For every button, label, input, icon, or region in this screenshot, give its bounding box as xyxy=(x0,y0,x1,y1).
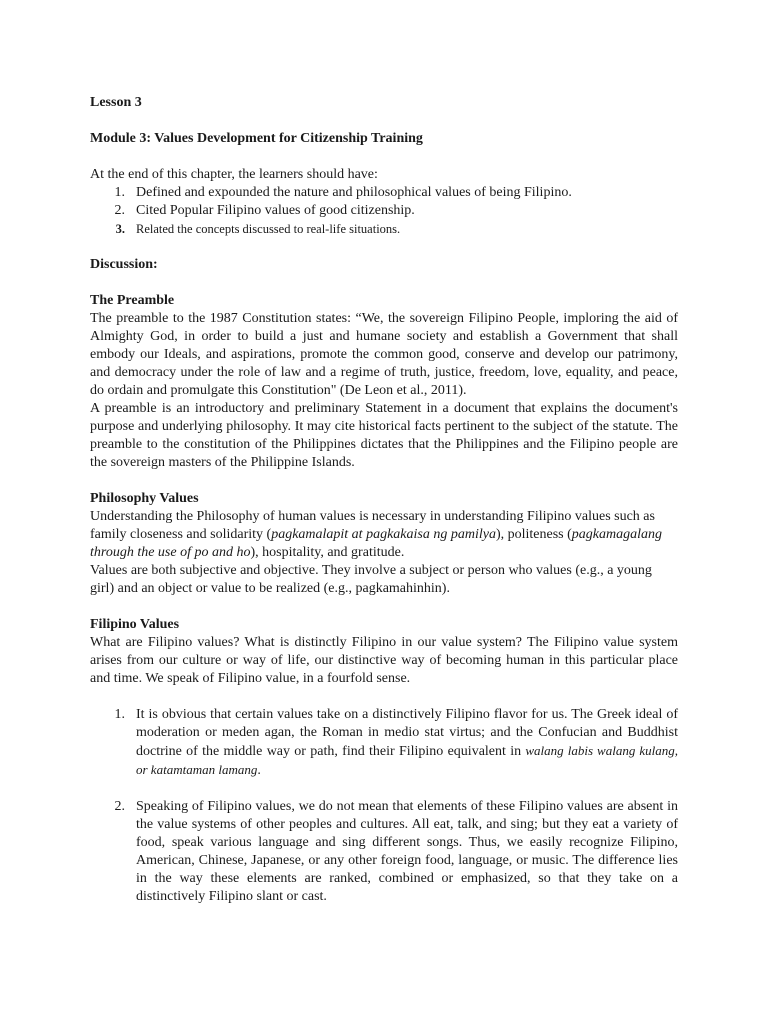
text-run: Understanding the Philosophy of human values is necessary in understanding Filipino values such as family closeness and solidarity ( xyxy=(90,509,655,542)
italic-term: pagkamalapit at pagkakaisa ng pamilya xyxy=(271,527,496,542)
filipino-values-list xyxy=(90,706,678,780)
italic-term: walang labis walang kulang, or katamtaman lamang xyxy=(136,743,679,777)
lesson-title: Lesson 3 xyxy=(90,95,142,110)
list-number: 2. xyxy=(114,799,125,814)
text-run: It is obvious that certain values take on a distinctively Filipino flavor for us. The Greek ideal of moderation or meden agan, the Roman in medio stat virtus; and the Confucian and Buddhist doctrine of the middle way or path, find their Filipino equivalent in xyxy=(136,707,678,759)
list-number: 1. xyxy=(114,185,125,200)
list-text xyxy=(136,706,678,780)
preamble-heading: The Preamble xyxy=(90,293,175,308)
list-text: Defined and expounded the nature and philosophical values of being Filipino. xyxy=(136,185,572,200)
list-item xyxy=(90,184,678,202)
list-item xyxy=(90,798,678,906)
preamble-paragraph-2: A preamble is an introductory and preliminary Statement in a document that explains the document's purpose and underlying philosophy. It may cite historical facts pertinent to the subject of the statute. The preamble to the constitution of the Philippines dictates that the Philippines and the Filipino people are the sovereign masters of the Philippine Islands. xyxy=(90,401,678,470)
text-run: ), hospitality, and gratitude. xyxy=(250,545,405,560)
list-text: Speaking of Filipino values, we do not mean that elements of these Filipino values are absent in the value systems of other peoples and cultures. All eat, talk, and sing; but they eat a variety of food, speak various language and sing different songs. Thus, we easily recognize Filipino, American, Chinese, Japanese, or any other foreign food, language, or music. The difference lies in the way these elements are ranked, combined or emphasized, so that they take on a distinctively Filipino slant or cast. xyxy=(136,799,678,904)
list-item xyxy=(90,220,678,238)
preamble-paragraph-1: The preamble to the 1987 Constitution states: “We, the sovereign Filipino People, imploring the aid of Almighty God, in order to build a just and humane society and establish a Government that shall embody our Ideals, and aspirations, promote the common good, conserve and develop our patrimony, and democracy under the role of law and a regime of truth, justice, freedom, love, equality, and peace, do ordain and promulgate this Constitution" (De Leon et al., 2011). xyxy=(90,311,678,398)
philosophy-paragraph-1 xyxy=(90,508,678,562)
philosophy-heading: Philosophy Values xyxy=(90,491,199,506)
objectives-intro: At the end of this chapter, the learners should have: xyxy=(90,167,378,182)
list-number: 2. xyxy=(114,203,125,218)
module-title: Module 3: Values Development for Citizenship Training xyxy=(90,131,423,146)
discussion-heading: Discussion: xyxy=(90,257,158,272)
objectives-list xyxy=(90,184,678,238)
text-run: . xyxy=(257,763,261,778)
filipino-values-list-2 xyxy=(90,798,678,906)
list-text: Related the concepts discussed to real-life situations. xyxy=(136,222,401,236)
list-item xyxy=(90,706,678,780)
list-number: 1. xyxy=(114,707,125,722)
text-run: ), politeness ( xyxy=(495,527,572,542)
italic-term: pagkamagalang through the use of po and ho xyxy=(90,527,662,560)
philosophy-paragraph-2: Values are both subjective and objective. They involve a subject or person who values (e.g., a young girl) and an object or value to be realized (e.g., pagkamahinhin). xyxy=(90,563,652,596)
filipino-values-heading: Filipino Values xyxy=(90,617,180,632)
filipino-values-intro: What are Filipino values? What is distinctly Filipino in our value system? The Filipino value system arises from our culture or way of life, our distinctive way of becoming human in this particular place and time. We speak of Filipino value, in a fourfold sense. xyxy=(90,635,678,686)
list-item xyxy=(90,202,678,220)
list-text: Cited Popular Filipino values of good citizenship. xyxy=(136,203,415,218)
list-number: 3. xyxy=(115,222,125,236)
